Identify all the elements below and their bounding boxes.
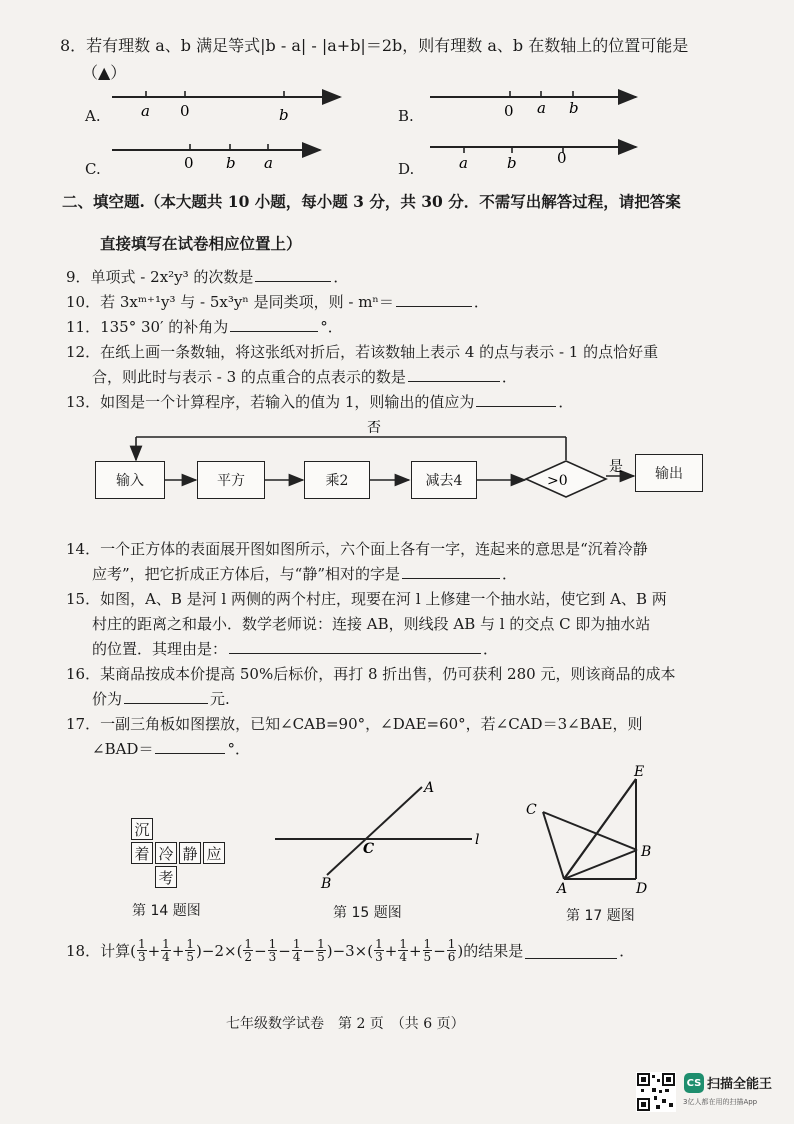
- fig17-label-b: B: [641, 844, 652, 860]
- cube-face-6-char: 考: [158, 868, 174, 887]
- flow-input-label: 输入: [116, 473, 144, 489]
- q16-end: 元.: [210, 690, 230, 708]
- q18-final: ．: [619, 942, 635, 960]
- camscanner-logo-text: CS: [686, 1077, 702, 1089]
- nl-c-label-a: a: [264, 154, 273, 172]
- q15-line1: 15．如图，A、B 是河 l 两侧的两个村庄，现要在河 l 上修建一个抽水站，使它到 A、B 两: [66, 590, 667, 608]
- fig15-caption: 第 15 题图: [333, 905, 402, 921]
- fig14-caption: 第 14 题图: [132, 903, 201, 919]
- section2-header-line2: 直接填写在试卷相应位置上）: [100, 234, 302, 253]
- nl-a-label-0: 0: [180, 102, 190, 120]
- q9-text: 9．单项式 - 2x²y³ 的次数是: [66, 268, 254, 286]
- qr-code-icon: [636, 1072, 676, 1112]
- flow-no-label: 否: [367, 420, 381, 436]
- q13-text: 13．如图是一个计算程序，若输入的值为 1，则输出的值应为: [66, 393, 475, 411]
- cube-face-3-char: 冷: [158, 844, 174, 863]
- fig15-label-a: A: [424, 780, 435, 796]
- q17-line1: 17．一副三角板如图摆放，已知∠CAB=90°，∠DAE=60°，若∠CAD＝3∠BAE，则: [66, 715, 643, 733]
- nl-b-label-b: b: [569, 99, 579, 117]
- nl-b-label-0: 0: [504, 102, 514, 120]
- q8-option-b: B.: [398, 107, 414, 125]
- q12-end: ．: [501, 368, 517, 386]
- nl-a-label-a: a: [141, 102, 150, 120]
- q12-line1: 12．在纸上画一条数轴，将这张纸对折后，若该数轴上表示 4 的点与表示 - 1 的点恰好重: [66, 343, 659, 361]
- q8-option-d: D.: [398, 160, 415, 178]
- q17-text: ∠BAD＝: [92, 740, 154, 758]
- q15-text: 的位置．其理由是：: [92, 640, 228, 658]
- fig15-label-l: l: [475, 832, 480, 848]
- q14-text: 应考”，把它折成正方体后，与“静”相对的字是: [92, 565, 401, 583]
- q14-end: ．: [502, 565, 518, 583]
- q15-end: ．: [483, 640, 499, 658]
- nl-b-label-a: a: [537, 99, 546, 117]
- q18-answer-blank[interactable]: [525, 957, 617, 959]
- fig17-label-a: A: [557, 881, 568, 897]
- nl-c-label-0: 0: [184, 154, 194, 172]
- q18-end: 的结果是: [463, 942, 524, 960]
- q8-answer-mark: （▲）: [82, 63, 127, 82]
- flow-yes-label: 是: [609, 459, 623, 475]
- q18-prefix: 18．计算(: [66, 942, 136, 960]
- q17-end: °．: [227, 740, 250, 758]
- q9-end: ．: [333, 268, 349, 286]
- nl-a-label-b: b: [279, 106, 289, 124]
- q8-option-c: C.: [85, 160, 101, 178]
- q16-line1: 16．某商品按成本价提高 50%后标价，再打 8 折出售，仍可获利 280 元，则该商品的成本: [66, 665, 676, 683]
- section2-header-line1: 二、填空题.（本大题共 10 小题，每小题 3 分，共 30 分．不需写出解答过程，请把答案: [62, 192, 681, 211]
- fig17-label-e: E: [634, 764, 645, 780]
- q10-end: ．: [473, 293, 489, 311]
- q10-text: 10．若 3xᵐ⁺¹y³ 与 - 5x³yⁿ 是同类项，则 - mⁿ＝: [66, 293, 394, 311]
- q14-line1: 14．一个正方体的表面展开图如图所示，六个面上各有一字，连起来的意思是“沉着冷静: [66, 540, 648, 558]
- q16-text: 价为: [92, 690, 123, 708]
- cube-face-2-char: 着: [134, 844, 150, 863]
- camscanner-name: 扫描全能王: [707, 1077, 773, 1092]
- camscanner-logo: [684, 1073, 704, 1093]
- fig15-label-c: C: [363, 841, 375, 857]
- q8-option-a: A.: [85, 107, 101, 125]
- cube-face-1-char: 沉: [134, 820, 150, 839]
- flow-cond-label: >0: [547, 473, 568, 489]
- flow-output-label: 输出: [655, 466, 683, 482]
- fig17-label-c: C: [526, 802, 537, 818]
- page-footer: 七年级数学试卷 第 2 页 （共 6 页）: [226, 1016, 465, 1032]
- flow-square-label: 平方: [217, 473, 245, 489]
- fig17-triangles: [543, 779, 637, 879]
- flow-subtract-label: 减去4: [425, 473, 463, 489]
- fig17-label-d: D: [636, 881, 648, 897]
- q8-stem: 8．若有理数 a、b 满足等式|b - a| - |a+b|＝2b，则有理数 a、b 在数轴上的位置可能是: [60, 36, 689, 55]
- q13-end: ．: [558, 393, 574, 411]
- nl-d-label-0: 0: [557, 149, 567, 167]
- q18: 18．计算( $\frac{1}{3}$ + $\frac{1}{4}$ + $\frac{1}{5}$ )−2×( $\frac{1}{2}$ − $\frac{1}{3}$ − $\frac{1}{4}$ − $\frac{1}{5}$ )−3×( $\frac{1}{3}$ + $\frac{1}{4}$ + $\frac{1}{5}$ − $\frac{1}{6}$ ) 的结果是 ．: [66, 937, 635, 964]
- fig17-caption: 第 17 题图: [566, 908, 635, 924]
- cube-face-4-char: 静: [182, 844, 198, 863]
- camscanner-tagline: 3亿人都在用的扫描App: [683, 1098, 758, 1106]
- q15-line2: 村庄的距离之和最小．数学老师说：连接 AB，则线段 AB 与 l 的交点 C 即为抽水站: [92, 615, 651, 633]
- fig15-label-b: B: [321, 876, 332, 892]
- q12-text: 合，则此时与表示 - 3 的点重合的点表示的数是: [92, 368, 406, 386]
- q11-text: 11．135° 30′ 的补角为: [66, 318, 229, 336]
- nl-d-label-a: a: [459, 154, 468, 172]
- nl-c-label-b: b: [226, 154, 236, 172]
- cube-face-5-char: 应: [206, 844, 222, 863]
- nl-d-label-b: b: [507, 154, 517, 172]
- q11-end: °．: [320, 318, 343, 336]
- flow-multiply-label: 乘2: [325, 473, 349, 489]
